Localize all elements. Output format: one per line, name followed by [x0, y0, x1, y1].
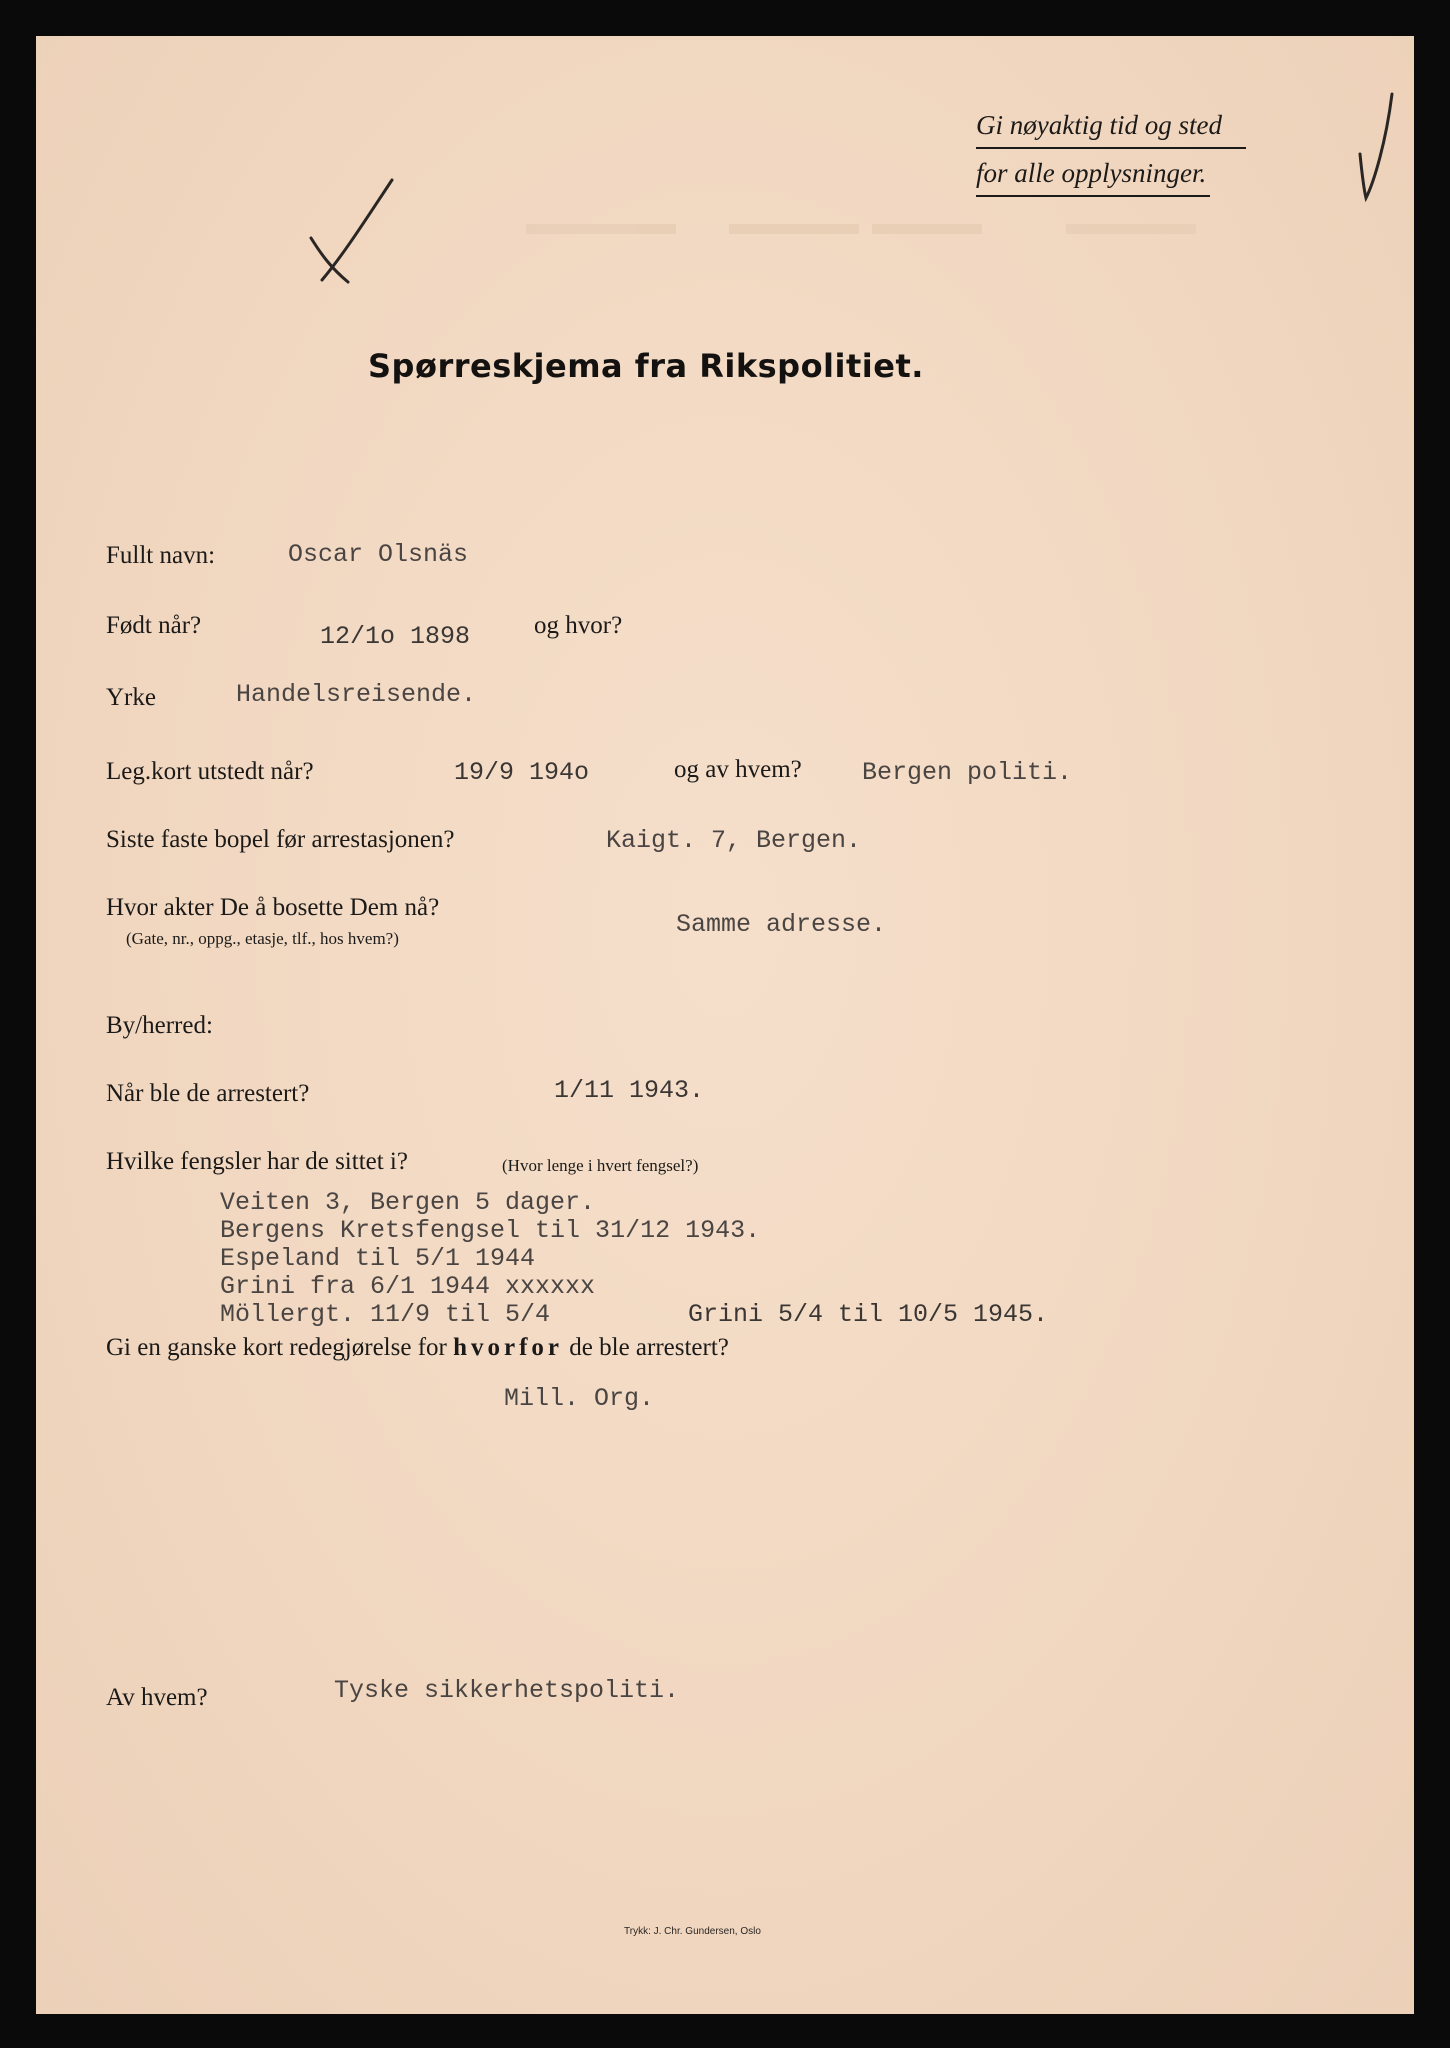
printer-imprint: Trykk: J. Chr. Gundersen, Oslo	[624, 1926, 761, 1937]
occupation-label: Yrke	[106, 684, 156, 711]
arrested-when-label: Når ble de arrestert?	[106, 1080, 310, 1107]
last-address-value: Kaigt. 7, Bergen.	[606, 826, 862, 855]
reason-value: Mill. Org.	[504, 1384, 655, 1413]
born-where-label: og hvor?	[534, 612, 623, 639]
full-name-value: Oscar Olsnäs	[288, 540, 469, 569]
reason-label-pre: Gi en ganske kort redegjørelse for	[106, 1334, 447, 1361]
instruction-note-line2: for alle opplysninger.	[976, 158, 1207, 188]
handwritten-check-mark-icon	[266, 176, 406, 296]
by-whom-value: Tyske sikkerhetspoliti.	[334, 1676, 680, 1705]
questionnaire-page	[36, 36, 1414, 2014]
prison-entry: Möllergt. 11/9 til 5/4	[220, 1300, 551, 1329]
handwritten-tick-icon	[1352, 86, 1412, 236]
bleed-through-marks	[526, 188, 966, 328]
id-issued-label: Leg.kort utstedt når?	[106, 758, 314, 785]
reason-label-post: de ble arrestert?	[569, 1334, 729, 1361]
last-address-label: Siste faste bopel før arrestasjonen?	[106, 826, 455, 853]
settle-value: Samme adresse.	[676, 910, 887, 939]
arrested-when-value: 1/11 1943.	[554, 1076, 705, 1105]
reason-label-emph: hvorfor	[453, 1334, 564, 1361]
instruction-underline-2	[976, 195, 1210, 197]
full-name-label: Fullt navn:	[106, 542, 216, 569]
id-issuer-value: Bergen politi.	[862, 758, 1073, 787]
settle-label: Hvor akter De å bosette Dem nå?	[106, 894, 440, 921]
prison-entry: Veiten 3, Bergen 5 dager.	[220, 1188, 596, 1217]
settle-hint: (Gate, nr., oppg., etasje, tlf., hos hvem?)	[126, 929, 399, 948]
id-issued-value: 19/9 194o	[454, 758, 590, 787]
prison-entry: Bergens Kretsfengsel til 31/12 1943.	[220, 1216, 761, 1245]
born-when-label: Født når?	[106, 612, 202, 639]
page-title: Spørreskjema fra Rikspolitiet.	[368, 347, 924, 385]
by-whom-label: Av hvem?	[106, 1684, 208, 1711]
prisons-hint: (Hvor lenge i hvert fengsel?)	[502, 1156, 699, 1175]
occupation-value: Handelsreisende.	[236, 680, 477, 709]
instruction-underline-1	[976, 147, 1246, 149]
prisons-label: Hvilke fengsler har de sittet i?	[106, 1148, 408, 1175]
born-when-value: 12/1o 1898	[320, 622, 471, 651]
prison-entry: Espeland til 5/1 1944	[220, 1244, 536, 1273]
reason-label	[106, 1334, 729, 1362]
prison-entry-extra: Grini 5/4 til 10/5 1945.	[688, 1300, 1049, 1329]
id-issuer-label: og av hvem?	[674, 756, 802, 783]
city-label: By/herred:	[106, 1012, 213, 1039]
prison-entry: Grini fra 6/1 1944 xxxxxx	[220, 1272, 596, 1301]
instruction-note-line1: Gi nøyaktig tid og sted	[976, 110, 1222, 140]
